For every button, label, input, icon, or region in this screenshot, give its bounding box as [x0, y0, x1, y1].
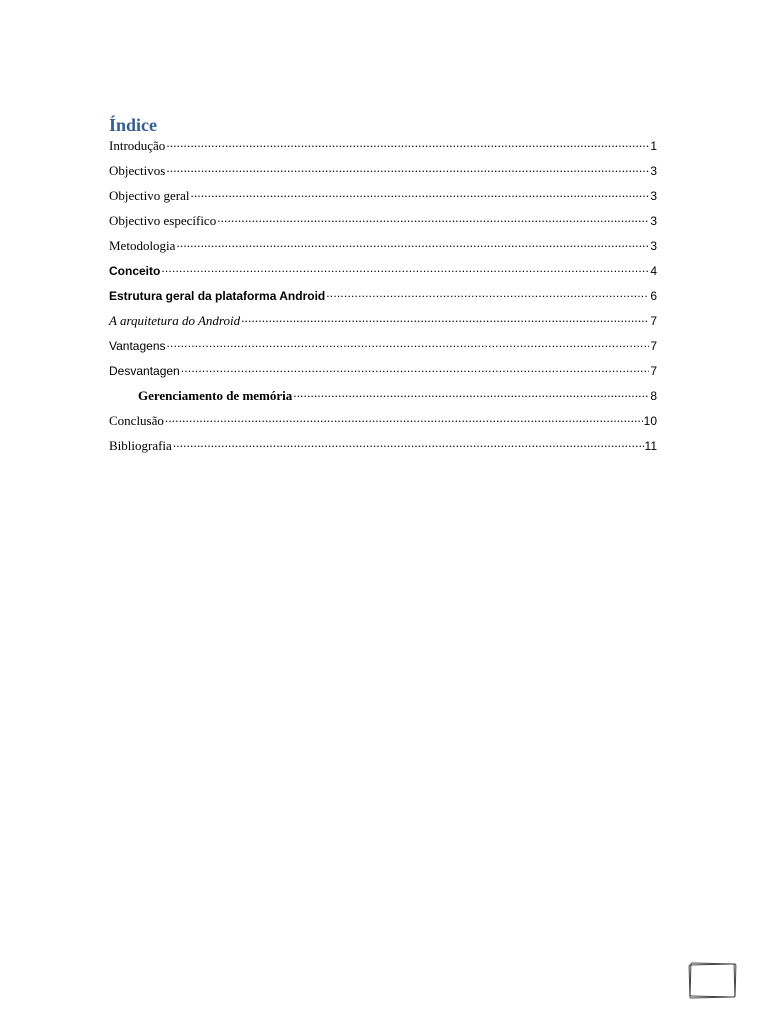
- toc-entry-estrutura-geral[interactable]: [109, 286, 657, 311]
- toc-dot-leader: [217, 215, 649, 225]
- toc-entry-objectivo-geral[interactable]: [109, 186, 657, 211]
- toc-dot-leader: [167, 340, 650, 350]
- toc-entry-bibliografia[interactable]: [109, 436, 657, 461]
- toc-entry-desvantagen[interactable]: [109, 361, 657, 386]
- toc-entry-label: Conceito: [109, 264, 161, 278]
- toc-heading: Índice: [109, 115, 158, 135]
- toc-entry-metodologia[interactable]: [109, 236, 657, 261]
- toc-entry-label: Desvantagen: [109, 364, 180, 378]
- toc-entry-label: Objectivos: [109, 163, 166, 178]
- frame-front-icon: [690, 962, 737, 997]
- toc-entry-page: 10: [643, 414, 657, 428]
- toc-entry-label: Conclusão: [109, 413, 164, 428]
- toc-dot-leader: [176, 240, 649, 250]
- toc-entry-page: 3: [650, 189, 657, 203]
- toc-entry-page: 4: [650, 264, 657, 278]
- toc-entry-label: Metodologia: [109, 238, 176, 253]
- toc-dot-leader: [241, 315, 649, 325]
- toc-entry-page: 3: [650, 239, 657, 253]
- toc-entry-page: 11: [644, 439, 657, 453]
- page-number-frame-icon: [688, 962, 736, 998]
- toc-dot-leader: [161, 265, 649, 275]
- toc-dot-leader: [191, 190, 650, 200]
- toc-entry-page: 7: [650, 339, 657, 353]
- toc-dot-leader: [173, 440, 644, 450]
- table-of-contents: [109, 136, 657, 461]
- toc-entry-objectivos[interactable]: [109, 161, 657, 186]
- toc-entry-label: Introdução: [109, 138, 166, 153]
- toc-entry-label: Objectivo geral: [109, 188, 190, 203]
- toc-entry-page: 8: [650, 389, 657, 403]
- toc-entry-page: 6: [650, 289, 657, 303]
- toc-dot-leader: [165, 415, 643, 425]
- toc-dot-leader: [181, 365, 650, 375]
- toc-entry-label: Estrutura geral da plataforma Android: [109, 289, 326, 303]
- toc-entry-conceito[interactable]: [109, 261, 657, 286]
- toc-entry-arquitetura[interactable]: [109, 311, 657, 336]
- toc-entry-label: Vantagens: [109, 339, 166, 353]
- toc-entry-conclusao[interactable]: [109, 411, 657, 436]
- toc-entry-vantagens[interactable]: [109, 336, 657, 361]
- toc-entry-label: Gerenciamento de memória: [138, 388, 293, 403]
- toc-dot-leader: [293, 390, 649, 400]
- toc-dot-leader: [326, 290, 649, 300]
- toc-entry-page: 1: [650, 139, 657, 153]
- toc-entry-label: Bibliografia: [109, 438, 172, 453]
- toc-entry-introducao[interactable]: [109, 136, 657, 161]
- toc-entry-objectivo-especifico[interactable]: [109, 211, 657, 236]
- toc-entry-gerenciamento-memoria[interactable]: [109, 386, 657, 411]
- toc-dot-leader: [166, 165, 649, 175]
- toc-entry-page: 3: [650, 214, 657, 228]
- toc-entry-page: 3: [650, 164, 657, 178]
- toc-entry-page: 7: [650, 314, 657, 328]
- toc-entry-label: A arquitetura do Android: [109, 313, 241, 328]
- toc-dot-leader: [166, 140, 649, 150]
- toc-entry-label: Objectivo específico: [109, 213, 217, 228]
- toc-entry-page: 7: [650, 364, 657, 378]
